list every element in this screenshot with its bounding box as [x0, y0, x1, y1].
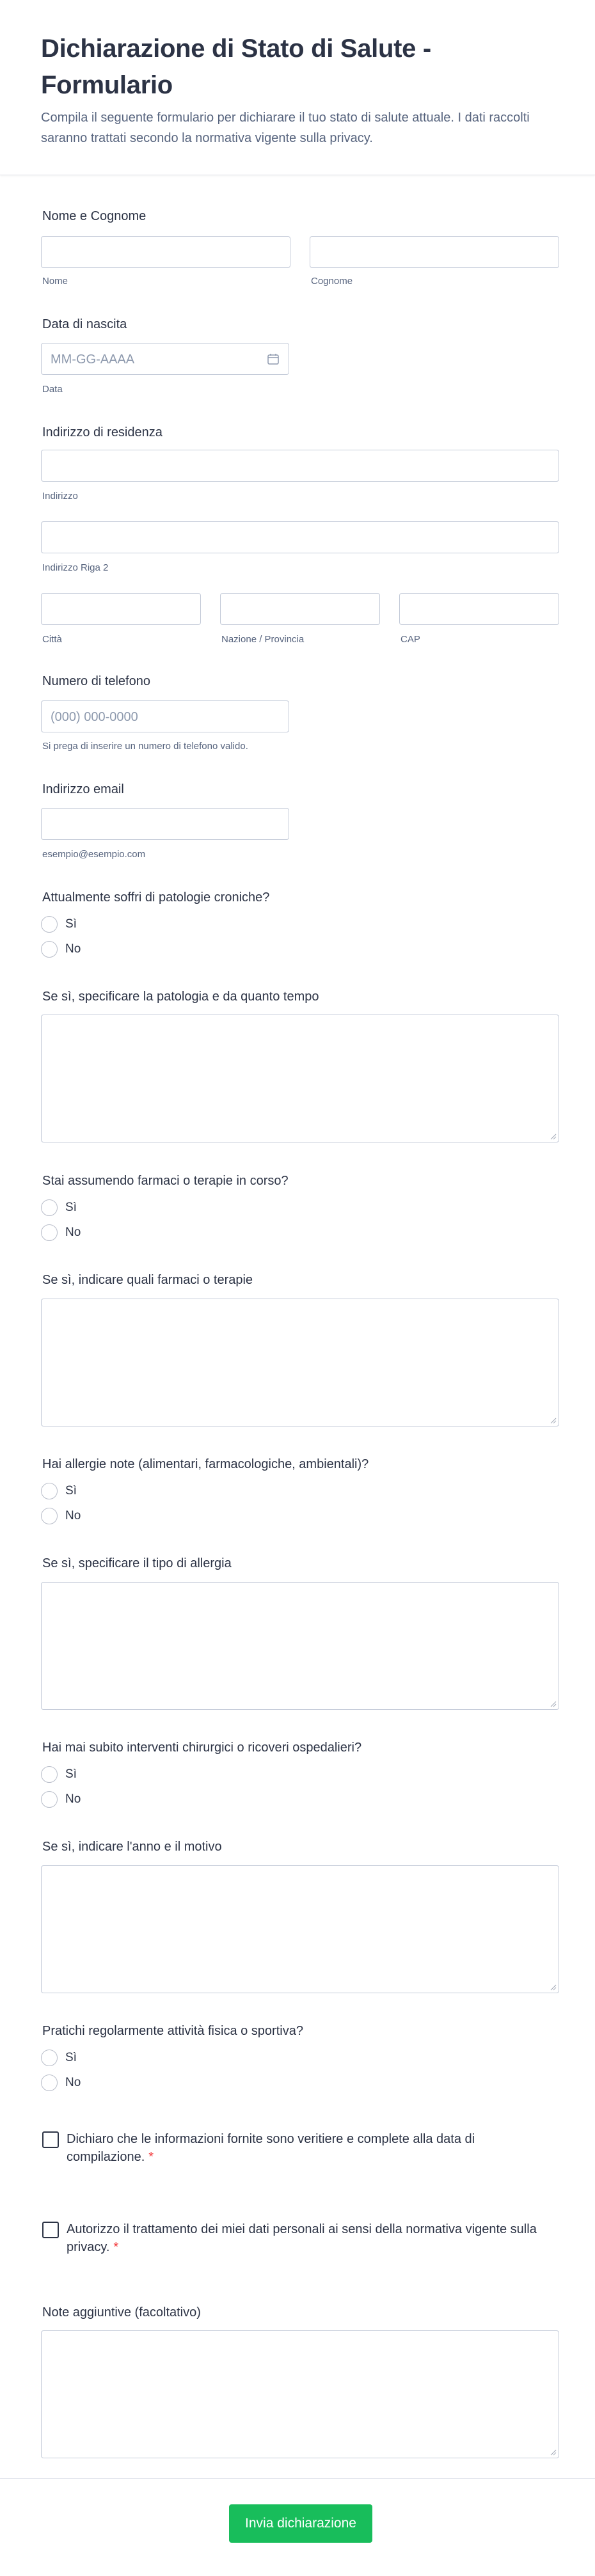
last-name-sublabel: Cognome [311, 276, 353, 287]
t4-textarea[interactable] [41, 1865, 559, 1993]
t2-label: Se sì, indicare quali farmaci o terapie [42, 1273, 253, 1287]
city-input[interactable] [41, 593, 201, 625]
q5-no-radio[interactable] [41, 2074, 58, 2091]
q2-yes-radio[interactable] [41, 1199, 58, 1216]
email-input[interactable] [41, 808, 289, 840]
address-line2-input[interactable] [41, 521, 559, 553]
first-name-input[interactable] [41, 236, 290, 268]
q5-yes-option[interactable] [41, 2048, 77, 2067]
birth-sublabel: Data [42, 384, 63, 395]
phone-input[interactable] [41, 700, 289, 732]
q1-yes-radio[interactable] [41, 916, 58, 933]
consent1-label: Dichiaro che le informazioni fornite sono veritiere e complete alla data di compilazione. [67, 2132, 475, 2164]
q3-yes-option[interactable] [41, 1482, 77, 1501]
q3-yes-text: Sì [65, 1484, 77, 1497]
q2-no-radio[interactable] [41, 1224, 58, 1241]
q2-no-text: No [65, 1226, 81, 1239]
t3-label: Se sì, specificare il tipo di allergia [42, 1556, 232, 1570]
name-label: Nome e Cognome [42, 209, 147, 223]
q4-no-option[interactable] [41, 1790, 81, 1809]
address-label: Indirizzo di residenza [42, 425, 163, 439]
address-line1-sublabel: Indirizzo [42, 491, 78, 502]
resize-handle-icon[interactable] [549, 1132, 557, 1140]
q3-label: Hai allergie note (alimentari, farmacologiche, ambientali)? [42, 1457, 369, 1471]
q1-label: Attualmente soffri di patologie croniche? [42, 890, 270, 905]
first-name-sublabel: Nome [42, 276, 68, 287]
city-sublabel: Città [42, 634, 62, 645]
birth-date-placeholder: MM-GG-AAAA [51, 352, 135, 367]
consent1-field[interactable] [41, 2130, 559, 2169]
q1-no-text: No [65, 942, 81, 956]
notes-label: Note aggiuntive (facoltativo) [42, 2305, 201, 2319]
last-name-input[interactable] [310, 236, 559, 268]
notes-textarea[interactable] [41, 2330, 559, 2458]
resize-handle-icon[interactable] [549, 1416, 557, 1424]
resize-handle-icon[interactable] [549, 1700, 557, 1707]
q1-no-option[interactable] [41, 940, 81, 959]
state-sublabel: Nazione / Provincia [221, 634, 305, 645]
q4-yes-radio[interactable] [41, 1766, 58, 1783]
consent2-checkbox[interactable] [42, 2222, 59, 2238]
address-line1-input[interactable] [41, 450, 559, 482]
q5-yes-radio[interactable] [41, 2050, 58, 2066]
consent1-text [67, 2130, 553, 2166]
form-footer [0, 2478, 595, 2576]
resize-handle-icon[interactable] [549, 1983, 557, 1991]
q1-yes-option[interactable] [41, 915, 77, 934]
q5-no-option[interactable] [41, 2073, 81, 2092]
t3-textarea[interactable] [41, 1582, 559, 1710]
q3-no-option[interactable] [41, 1506, 81, 1526]
required-marker: * [113, 2240, 119, 2254]
form-title: Dichiarazione di Stato di Salute - Formulario [41, 35, 431, 99]
phone-label: Numero di telefono [42, 674, 150, 688]
address-line2-sublabel: Indirizzo Riga 2 [42, 562, 109, 573]
q5-label: Pratichi regolarmente attività fisica o sportiva? [42, 2024, 303, 2038]
q5-no-text: No [65, 2076, 81, 2089]
form-description: Compila il seguente formulario per dichiarare il tuo stato di salute attuale. I dati raccolti saranno trattati secondo la normativa vigente sulla privacy. [41, 111, 530, 145]
birth-date-input[interactable] [41, 343, 289, 375]
email-label: Indirizzo email [42, 782, 124, 796]
q1-yes-text: Sì [65, 917, 77, 931]
q4-no-text: No [65, 1792, 81, 1806]
state-input[interactable] [220, 593, 380, 625]
consent2-text [67, 2220, 553, 2256]
phone-sublabel: Si prega di inserire un numero di telefono valido. [42, 741, 248, 752]
q2-no-option[interactable] [41, 1223, 81, 1242]
email-sublabel: esempio@esempio.com [42, 849, 146, 860]
consent1-checkbox[interactable] [42, 2131, 59, 2148]
q1-no-radio[interactable] [41, 941, 58, 958]
q4-no-radio[interactable] [41, 1791, 58, 1808]
t1-textarea[interactable] [41, 1015, 559, 1142]
t2-textarea[interactable] [41, 1299, 559, 1426]
q4-label: Hai mai subito interventi chirurgici o ricoveri ospedalieri? [42, 1741, 362, 1755]
form-header [0, 0, 595, 175]
q2-label: Stai assumendo farmaci o terapie in corso? [42, 1174, 289, 1188]
phone-placeholder: (000) 000-0000 [51, 710, 138, 724]
q2-yes-text: Sì [65, 1201, 77, 1214]
q3-no-radio[interactable] [41, 1508, 58, 1524]
q4-yes-text: Sì [65, 1767, 77, 1781]
q2-yes-option[interactable] [41, 1198, 77, 1217]
birth-label: Data di nascita [42, 317, 127, 331]
zip-sublabel: CAP [401, 634, 420, 645]
submit-button[interactable]: Invia dichiarazione [229, 2504, 372, 2543]
q5-yes-text: Sì [65, 2051, 77, 2064]
consent2-field[interactable] [41, 2220, 559, 2259]
q3-yes-radio[interactable] [41, 1483, 58, 1499]
required-marker: * [148, 2150, 154, 2164]
q3-no-text: No [65, 1509, 81, 1522]
consent2-label: Autorizzo il trattamento dei miei dati personali ai sensi della normativa vigente sulla privacy. [67, 2222, 537, 2254]
resize-handle-icon[interactable] [549, 2448, 557, 2456]
zip-input[interactable] [399, 593, 559, 625]
calendar-icon[interactable] [267, 352, 280, 365]
q4-yes-option[interactable] [41, 1765, 77, 1784]
t4-label: Se sì, indicare l'anno e il motivo [42, 1840, 222, 1854]
t1-label: Se sì, specificare la patologia e da quanto tempo [42, 990, 319, 1004]
